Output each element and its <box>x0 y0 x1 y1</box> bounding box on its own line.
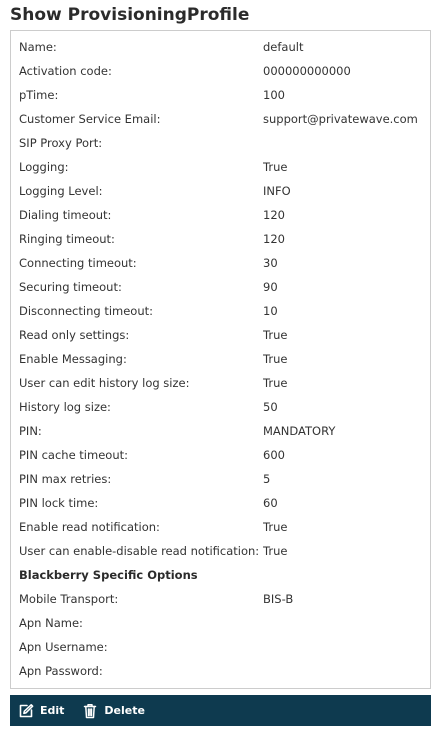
field-label: PIN: <box>19 424 42 438</box>
field-row-pin-cache-timeout <box>11 443 430 467</box>
field-label: Read only settings: <box>19 328 130 342</box>
field-label: Activation code: <box>19 64 112 78</box>
field-value: 100 <box>263 88 285 102</box>
field-label: PIN cache timeout: <box>19 448 128 462</box>
field-row-securing-timeout <box>11 275 430 299</box>
field-row-ringing-timeout <box>11 227 430 251</box>
field-label: Name: <box>19 40 57 54</box>
field-label: Enable Messaging: <box>19 352 127 366</box>
field-row-ptime <box>11 83 430 107</box>
field-label: Apn Name: <box>19 616 83 630</box>
field-label: User can enable-disable read notification: <box>19 544 260 558</box>
field-row-activation-code <box>11 59 430 83</box>
edit-icon <box>18 703 34 719</box>
field-label: Customer Service Email: <box>19 112 161 126</box>
field-label: Ringing timeout: <box>19 232 115 246</box>
field-label: History log size: <box>19 400 111 414</box>
field-row-mobile-transport <box>11 587 430 611</box>
field-row-sip-proxy-port <box>11 131 430 155</box>
field-value: 000000000000 <box>263 64 351 78</box>
field-value: 90 <box>263 280 278 294</box>
field-row-apn-name <box>11 611 430 635</box>
trash-icon <box>82 703 98 719</box>
field-value: default <box>263 40 304 54</box>
profile-details-panel <box>10 30 431 689</box>
field-row-name <box>11 35 430 59</box>
field-value: support@privatewave.com <box>263 112 418 126</box>
field-label: Apn Password: <box>19 664 103 678</box>
field-row-toggle-read-notification <box>11 539 430 563</box>
field-label: Disconnecting timeout: <box>19 304 154 318</box>
field-row-customer-service-email <box>11 107 430 131</box>
action-toolbar <box>10 695 431 726</box>
field-row-logging-level <box>11 179 430 203</box>
field-row-connecting-timeout <box>11 251 430 275</box>
field-row-read-only-settings <box>11 323 430 347</box>
field-value: 60 <box>263 496 278 510</box>
field-label: User can edit history log size: <box>19 376 190 390</box>
field-value: BIS-B <box>263 592 294 606</box>
field-label: pTime: <box>19 88 59 102</box>
edit-button-label: Edit <box>40 704 65 717</box>
field-label: PIN lock time: <box>19 496 99 510</box>
field-row-edit-history-log-size <box>11 371 430 395</box>
field-row-apn-password <box>11 659 430 683</box>
field-value: True <box>263 160 288 174</box>
field-row-dialing-timeout <box>11 203 430 227</box>
field-label: Securing timeout: <box>19 280 122 294</box>
field-row-enable-messaging <box>11 347 430 371</box>
field-label: Enable read notification: <box>19 520 160 534</box>
field-value: 50 <box>263 400 278 414</box>
field-row-apn-username <box>11 635 430 659</box>
field-value: 10 <box>263 304 278 318</box>
field-label: Logging: <box>19 160 69 174</box>
field-value: True <box>263 376 288 390</box>
field-label: Dialing timeout: <box>19 208 112 222</box>
field-value: 30 <box>263 256 278 270</box>
field-value: True <box>263 328 288 342</box>
field-label: Connecting timeout: <box>19 256 137 270</box>
field-value: 120 <box>263 232 285 246</box>
field-row-enable-read-notification <box>11 515 430 539</box>
delete-button[interactable] <box>82 703 145 719</box>
field-row-pin-max-retries <box>11 467 430 491</box>
blackberry-section-heading: Blackberry Specific Options <box>19 568 198 582</box>
field-value: 5 <box>263 472 271 486</box>
field-row-disconnecting-timeout <box>11 299 430 323</box>
field-value: True <box>263 520 288 534</box>
field-value: 600 <box>263 448 285 462</box>
field-value: 120 <box>263 208 285 222</box>
field-row-pin <box>11 419 430 443</box>
page-title: Show ProvisioningProfile <box>10 5 250 25</box>
field-label: Logging Level: <box>19 184 103 198</box>
field-row-history-log-size <box>11 395 430 419</box>
field-value: True <box>263 544 288 558</box>
field-label: Apn Username: <box>19 640 108 654</box>
field-row-logging <box>11 155 430 179</box>
field-value: MANDATORY <box>263 424 336 438</box>
delete-button-label: Delete <box>104 704 145 717</box>
field-label: PIN max retries: <box>19 472 112 486</box>
field-row-pin-lock-time <box>11 491 430 515</box>
field-value: True <box>263 352 288 366</box>
field-label: SIP Proxy Port: <box>19 136 103 150</box>
edit-button[interactable] <box>18 703 64 719</box>
field-label: Mobile Transport: <box>19 592 119 606</box>
field-value: INFO <box>263 184 291 198</box>
